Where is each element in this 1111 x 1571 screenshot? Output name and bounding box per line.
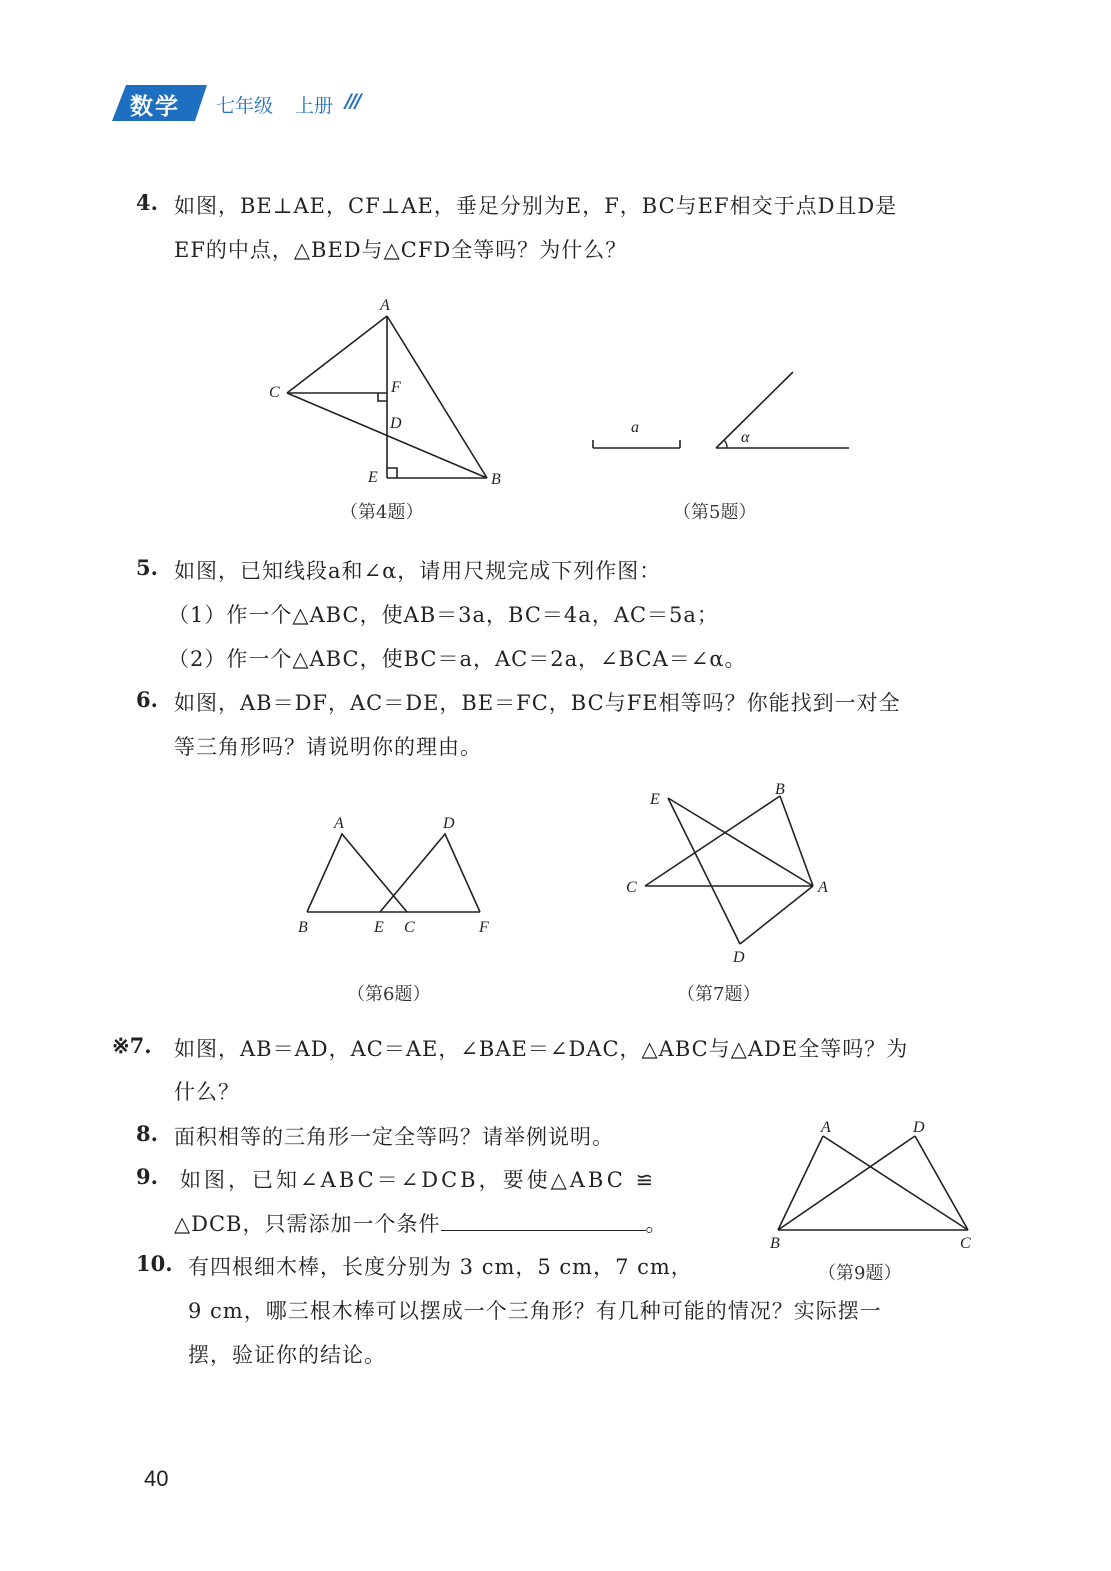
problem-6-number: 6. <box>136 687 158 712</box>
fig6-label-e: E <box>374 919 384 936</box>
fig4-label-d: D <box>390 415 402 432</box>
figure-4 <box>260 290 520 495</box>
problem-6-line1: 如图，AB＝DF，AC＝DE，BE＝FC，BC与FE相等吗？你能找到一对全 <box>174 691 901 715</box>
problem-10-line2: 9 cm，哪三根木棒可以摆成一个三角形？有几种可能的情况？实际摆一 <box>188 1299 882 1323</box>
fig4-label-a: A <box>380 297 390 314</box>
fig7-label-b: B <box>775 781 785 798</box>
fig7-label-c: C <box>626 879 637 896</box>
problem-9-number: 9. <box>136 1164 158 1189</box>
problem-8-line1: 面积相等的三角形一定全等吗？请举例说明。 <box>174 1125 614 1149</box>
problem-5-sub1: （1）作一个△ABC，使AB＝3a，BC＝4a，AC＝5a； <box>168 603 719 627</box>
fig4-label-e: E <box>368 469 378 486</box>
problem-7-line1: 如图，AB＝AD，AC＝AE，∠BAE＝∠DAC，△ABC与△ADE全等吗？为 <box>174 1037 909 1061</box>
fig4-label-c: C <box>269 384 280 401</box>
figure-6 <box>290 810 500 940</box>
fig6-triangle-abc <box>307 834 407 912</box>
figure-9-caption: （第9题） <box>818 1263 902 1284</box>
figure-5 <box>585 360 855 460</box>
figure-4-caption: （第4题） <box>340 502 424 523</box>
fig4-label-b: B <box>491 471 501 488</box>
problem-9-line2 <box>174 1208 668 1238</box>
problem-10-line1: 有四根细木棒，长度分别为 3 cm，5 cm，7 cm， <box>188 1255 693 1279</box>
header-volume: 上册 <box>295 95 334 117</box>
problem-4-line1: 如图，BE⊥AE，CF⊥AE，垂足分别为E，F，BC与EF相交于点D且D是 <box>174 194 898 218</box>
figure-7-caption: （第7题） <box>677 984 761 1005</box>
problem-9-line2-end: 。 <box>645 1212 668 1236</box>
fig5-angle-ray-oblique <box>716 372 793 448</box>
fig7-segment-da <box>740 886 813 944</box>
header-subject: 数学 <box>130 94 180 120</box>
fig5-angle-arc <box>724 440 727 448</box>
fig6-label-b: B <box>298 919 308 936</box>
fig5-label-a: a <box>631 419 639 436</box>
fig9-label-c: C <box>960 1235 971 1252</box>
problem-6-line2: 等三角形吗？请说明你的理由。 <box>174 735 482 759</box>
problem-4-number: 4. <box>136 190 158 215</box>
problem-5-sub2: （2）作一个△ABC，使BC＝a，AC＝2a，∠BCA＝∠α。 <box>168 647 747 671</box>
fig7-segment-bc <box>645 796 780 886</box>
fig9-label-b: B <box>770 1235 780 1252</box>
fig7-label-d: D <box>733 949 745 966</box>
fig9-label-d: D <box>913 1119 925 1136</box>
fig6-label-f: F <box>479 919 489 936</box>
fig4-right-angle-e <box>387 468 397 478</box>
problem-7-number: ※7. <box>112 1033 152 1058</box>
problem-9-line1: 如图，已知∠ABC＝∠DCB，要使△ABC ≌ <box>180 1168 657 1192</box>
header-mark: /// <box>345 90 360 112</box>
fig6-label-d: D <box>443 815 455 832</box>
problem-10-line3: 摆，验证你的结论。 <box>188 1343 386 1367</box>
fig6-triangle-def <box>380 834 480 912</box>
fig7-label-a: A <box>818 879 828 896</box>
fig4-right-angle-f <box>378 393 387 401</box>
figure-5-caption: （第5题） <box>673 502 757 523</box>
page-number: 40 <box>144 1466 169 1491</box>
fig4-label-f: F <box>391 379 401 396</box>
problem-5-number: 5. <box>136 555 158 580</box>
fig4-segment-ab <box>387 316 487 478</box>
problem-10-number: 10. <box>136 1251 173 1276</box>
fig9-segment-ba <box>778 1136 823 1230</box>
problem-4-line2: EF的中点，△BED与△CFD全等吗？为什么？ <box>174 238 628 262</box>
fig6-label-c: C <box>404 919 415 936</box>
fig4-segment-ac <box>287 316 387 393</box>
fig7-segment-ba <box>780 796 813 886</box>
problem-9-answer-blank[interactable] <box>441 1212 646 1231</box>
problem-8-number: 8. <box>136 1121 158 1146</box>
header-grade: 七年级 <box>216 95 274 117</box>
fig7-label-e: E <box>650 791 660 808</box>
problem-5-line1: 如图，已知线段a和∠α，请用尺规完成下列作图： <box>174 559 662 583</box>
fig9-segment-dc <box>915 1136 968 1230</box>
figure-6-caption: （第6题） <box>347 984 431 1005</box>
fig5-label-alpha: α <box>741 429 750 446</box>
problem-7-line2: 什么？ <box>174 1080 240 1104</box>
problem-9-line2-text: △DCB，只需添加一个条件 <box>174 1212 441 1236</box>
figure-7 <box>620 780 840 970</box>
fig9-label-a: A <box>821 1119 831 1136</box>
fig6-label-a: A <box>334 815 344 832</box>
figure-9 <box>760 1112 990 1252</box>
